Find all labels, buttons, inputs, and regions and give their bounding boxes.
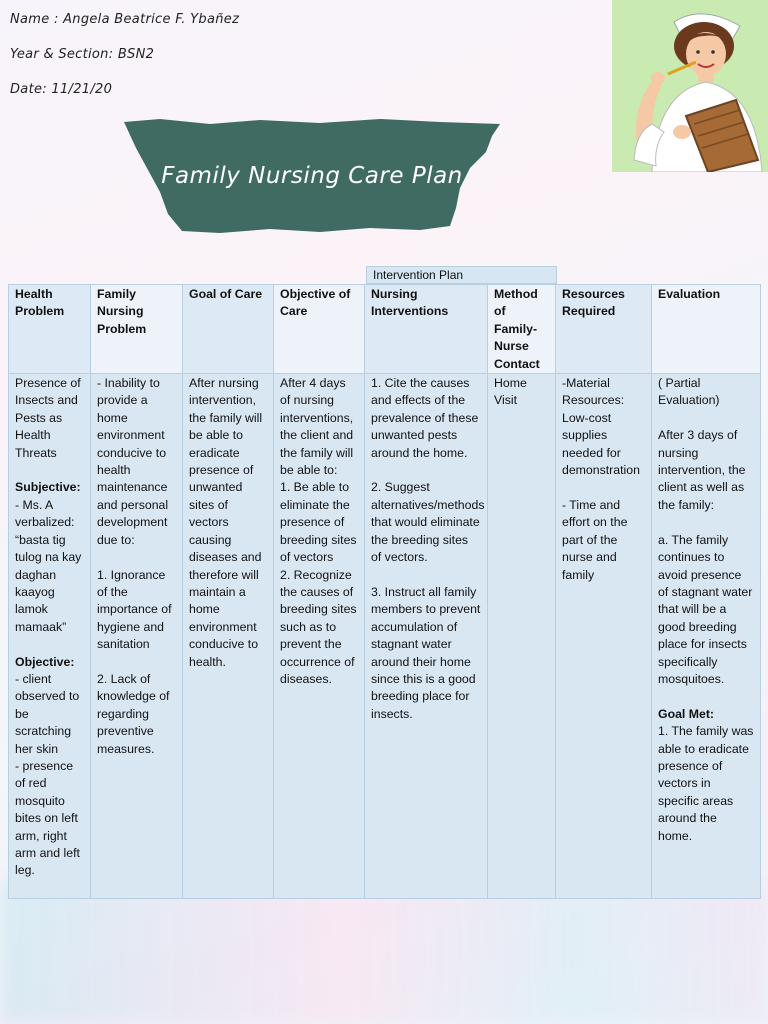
cell-nursing-interventions: 1. Cite the causes and effects of the prevalence of these unwanted pests around the home. 2. Suggest alternatives/methods that would eliminate the breeding sites of vectors. 3. Instruct all family members to prevent accumulation of stagnant water around their home since this is a good breeding place for insects. bbox=[365, 374, 488, 899]
cell-evaluation bbox=[652, 374, 761, 899]
table-row bbox=[9, 374, 761, 899]
cell-family-nursing-problem: - Inability to provide a home environment conducive to health maintenance and personal development due to: 1. Ignorance of the importance of hygiene and sanitation 2. Lack of knowledge of regarding preventive measures. bbox=[91, 374, 183, 899]
page-title: Family Nursing Care Plan bbox=[161, 163, 463, 189]
table-header-row bbox=[9, 285, 761, 374]
subjective-text: - Ms. A verbalized: “basta tig tulog na kay daghan kaayog lamok mamaak” bbox=[15, 497, 82, 634]
col-objective-of-care: Objective of Care bbox=[274, 285, 365, 374]
cell-goal-of-care: After nursing intervention, the family will be able to eradicate presence of unwanted sites of vectors causing diseases and therefore will maintain a home environment conducive to health. bbox=[183, 374, 274, 899]
goal-met-label: Goal Met: bbox=[658, 706, 715, 721]
date: Date: 11/21/20 bbox=[10, 82, 113, 97]
col-goal-of-care: Goal of Care bbox=[183, 285, 274, 374]
evaluation-text: ( Partial Evaluation) After 3 days of nursing intervention, the client as well as the family: a. The family continues to avoid presence of stagnant water that will be a good breeding place for insects specifically mosquitoes. bbox=[658, 376, 753, 686]
col-method-of-contact: Method of Family-Nurse Contact bbox=[488, 285, 556, 374]
col-nursing-interventions: Nursing Interventions bbox=[365, 285, 488, 374]
col-family-nursing-problem: Family Nursing Problem bbox=[91, 285, 183, 374]
nurse-illustration bbox=[612, 0, 768, 172]
col-resources-required: Resources Required bbox=[556, 285, 652, 374]
title-banner bbox=[120, 118, 504, 236]
health-problem-text: Presence of Insects and Pests as Health Threats bbox=[15, 376, 81, 460]
objective-text: - client observed to be scratching her skin - presence of red mosquito bites on left arm, right arm and left leg. bbox=[15, 671, 80, 878]
cell-resources-required: -Material Resources: Low-cost supplies needed for demonstration - Time and effort on the part of the nurse and family bbox=[556, 374, 652, 899]
subjective-label: Subjective: bbox=[15, 480, 81, 495]
student-name: Name : Angela Beatrice F. Ybañez bbox=[10, 12, 240, 27]
nurse-with-clipboard-icon bbox=[612, 0, 768, 172]
background-wash bbox=[0, 880, 768, 1024]
intervention-plan-header: Intervention Plan bbox=[366, 266, 557, 284]
cell-objective-of-care: After 4 days of nursing interventions, the client and the family will be able to: 1. Be able to eliminate the presence of breeding sites of vectors 2. Recognize the causes of breeding sites such as to prevent the occurrence of diseases. bbox=[274, 374, 365, 899]
objective-label: Objective: bbox=[15, 654, 75, 669]
col-evaluation: Evaluation bbox=[652, 285, 761, 374]
cell-method-of-contact: Home Visit bbox=[488, 374, 556, 899]
care-plan-table bbox=[8, 284, 761, 899]
cell-health-problem bbox=[9, 374, 91, 899]
goal-met-text: 1. The family was able to eradicate presence of vectors in specific areas around the home. bbox=[658, 724, 754, 843]
year-section: Year & Section: BSN2 bbox=[10, 47, 155, 62]
col-health-problem: Health Problem bbox=[9, 285, 91, 374]
